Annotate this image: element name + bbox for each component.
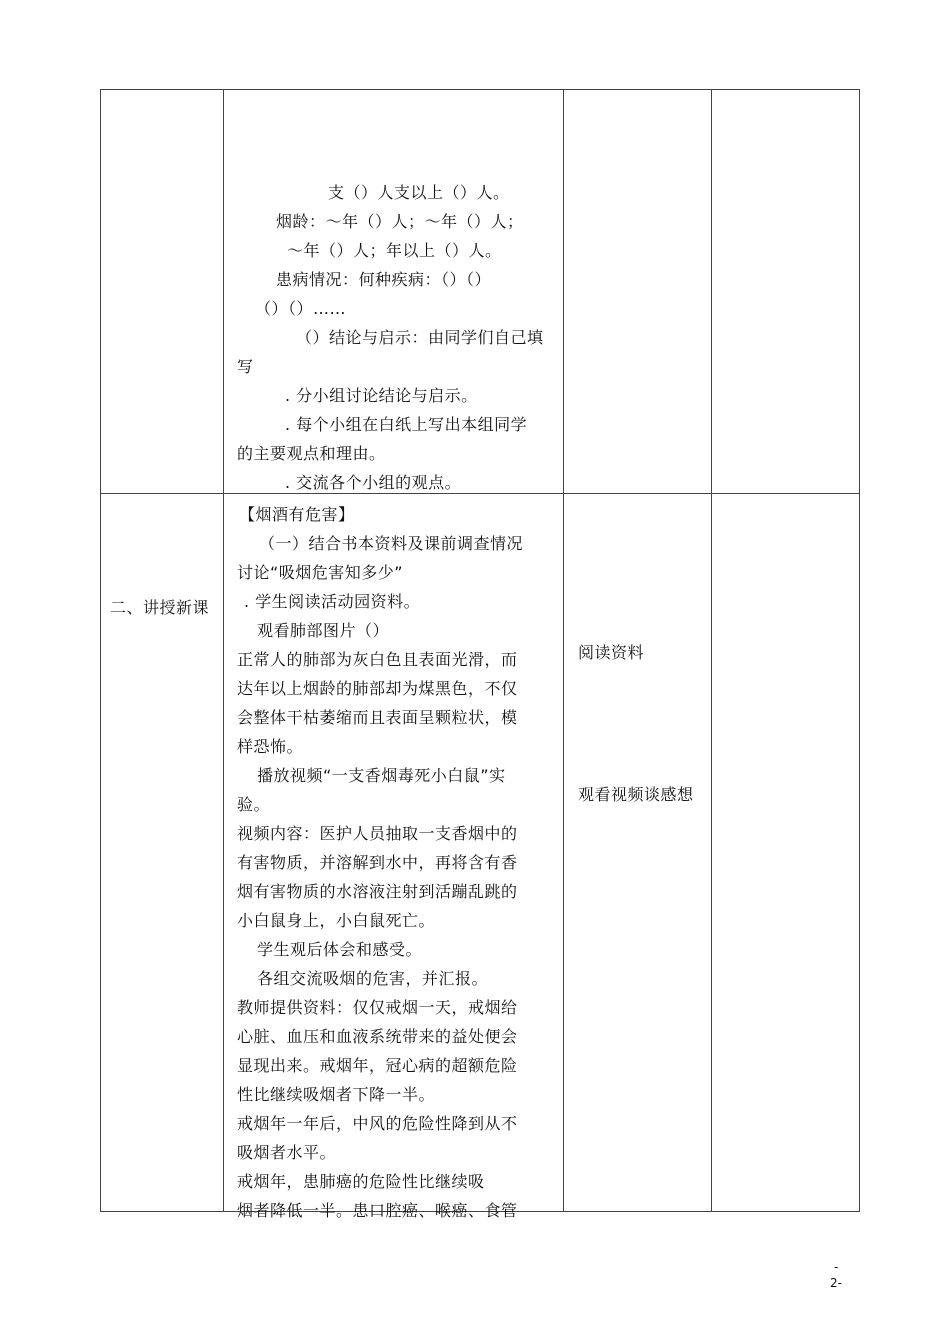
row2-content-line: . 学生阅读活动园资料。 <box>244 592 421 611</box>
row-divider <box>101 493 859 494</box>
row2-content-line: 戒烟年，患肺癌的危险性比继续吸 <box>237 1172 485 1191</box>
row2-content-line: 观看肺部图片（） <box>257 621 390 640</box>
column-divider <box>223 90 224 1211</box>
row2-content-line: 正常人的肺部为灰白色且表面光滑，而 <box>237 650 518 669</box>
row2-content-line: 视频内容：医护人员抽取一支香烟中的 <box>237 824 518 843</box>
row1-content-line: 写 <box>237 357 254 376</box>
row2-content-line: 会整体干枯萎缩而且表面呈颗粒状，模 <box>237 708 518 727</box>
column-divider <box>711 90 712 1211</box>
column-divider <box>563 90 564 1211</box>
row2-content-line: 烟有害物质的水溶液注射到活蹦乱跳的 <box>237 882 518 901</box>
row1-content-line: （）（）…… <box>255 299 347 318</box>
student-activity: 观看视频谈感想 <box>578 785 694 804</box>
page-number-dash: - <box>834 1260 839 1274</box>
row2-content-line: 吸烟者水平。 <box>237 1143 337 1162</box>
row1-content-line: . 每个小组在白纸上写出本组同学 <box>285 415 528 434</box>
row2-content-line: （一）结合书本资料及课前调查情况 <box>259 534 524 553</box>
student-activity: 阅读资料 <box>578 643 645 662</box>
row2-content-line: 小白鼠身上，小白鼠死亡。 <box>237 911 436 930</box>
section-heading: 【烟酒有危害】 <box>239 505 355 524</box>
row1-content-line: 烟龄：～年（）人；～年（）人； <box>276 212 524 231</box>
row2-content-line: 性比继续吸烟者下降一半。 <box>237 1085 436 1104</box>
row2-content-line: 心脏、血压和血液系统带来的益处便会 <box>237 1027 518 1046</box>
row2-content-line: 显现出来。戒烟年，冠心病的超额危险 <box>237 1056 518 1075</box>
row2-content-line: 戒烟年一年后，中风的危险性降到从不 <box>237 1114 518 1133</box>
row1-content-line: ～年（）人；年以上（）人。 <box>287 241 502 260</box>
row2-content-line: 讨论“吸烟危害知多少” <box>237 563 404 582</box>
page-number: 2- <box>830 1276 842 1290</box>
row2-content-line: 达年以上烟龄的肺部却为煤黑色，不仅 <box>237 679 518 698</box>
row2-content-line: 学生观后体会和感受。 <box>257 940 423 959</box>
row1-content-line: 支（）人支以上（）人。 <box>328 183 510 202</box>
row2-content-line: 验。 <box>237 795 271 814</box>
row1-content-line: . 分小组讨论结论与启示。 <box>285 386 478 405</box>
row2-content-line: 播放视频“一支香烟毒死小白鼠”实 <box>257 766 506 785</box>
row2-content-line: 有害物质，并溶解到水中，再将含有香 <box>237 853 518 872</box>
stage-label: 二、讲授新课 <box>110 598 210 617</box>
row2-content-line: 教师提供资料：仅仅戒烟一天，戒烟给 <box>237 998 518 1017</box>
lesson-plan-table <box>100 89 860 1220</box>
row1-content-line: 患病情况：何种疾病：（）（） <box>276 270 492 289</box>
row1-content-line: 的主要观点和理由。 <box>237 444 386 463</box>
row1-content-line: . 交流各个小组的观点。 <box>285 473 462 492</box>
row1-content-line: （）结论与启示：由同学们自己填 <box>296 328 544 347</box>
row2-content-line: 烟者降低一半。患口腔癌、喉癌、食管 <box>237 1201 518 1220</box>
row2-content-line: 样恐怖。 <box>237 737 304 756</box>
row2-content-line: 各组交流吸烟的危害，并汇报。 <box>257 969 489 988</box>
